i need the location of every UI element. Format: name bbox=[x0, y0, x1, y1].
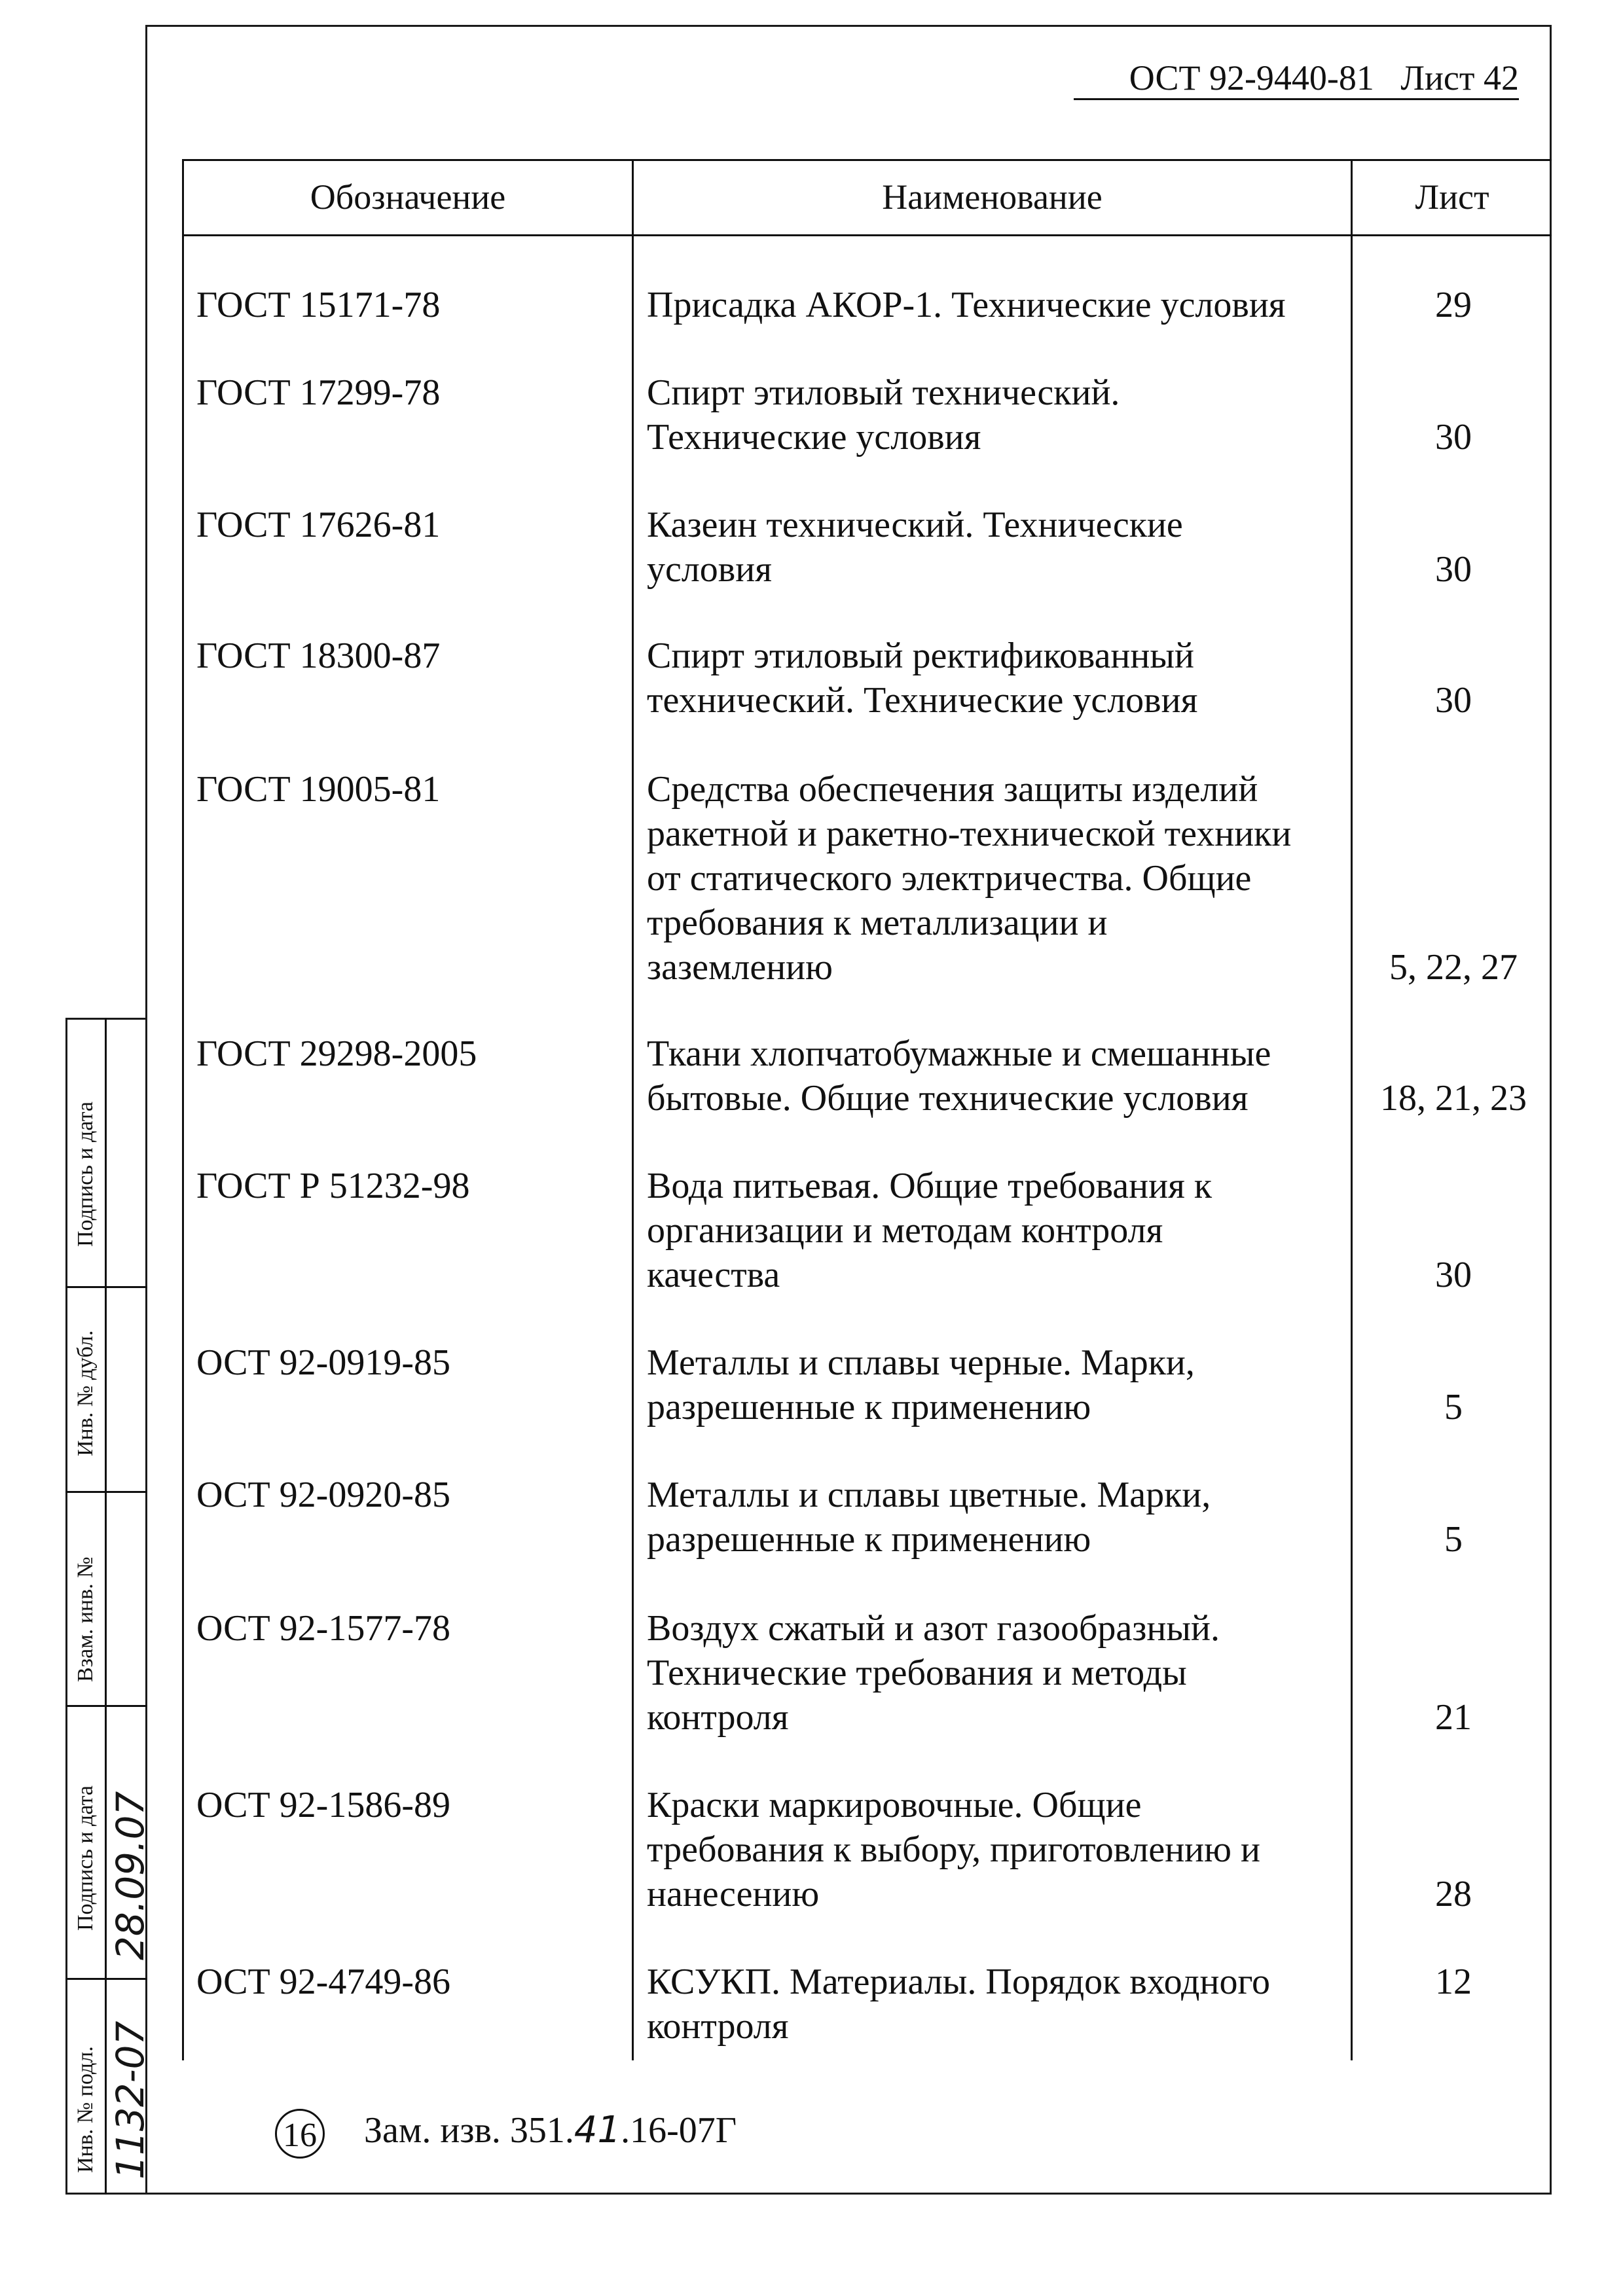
stamp-divider-4 bbox=[65, 1978, 147, 1980]
row-sheet: 28 bbox=[1435, 1874, 1472, 1914]
column-header-sheet: Лист bbox=[1415, 177, 1489, 217]
row-name: Средства обеспечения защиты изделий ракетной и ракетно-технической техники от статического электричества. Общие требования к металлизации и заземлению bbox=[647, 769, 1292, 988]
row-designation: ГОСТ 17299-78 bbox=[196, 372, 441, 413]
row-designation: ОСТ 92-1586-89 bbox=[196, 1785, 450, 1825]
row-name: Металлы и сплавы цветные. Марки, разрешенные к применению bbox=[647, 1475, 1211, 1560]
row-designation: ОСТ 92-4749-86 bbox=[196, 1962, 450, 2002]
row-sheet: 5 bbox=[1444, 1519, 1463, 1560]
change-number-circle: 16 bbox=[275, 2109, 325, 2159]
sheet-number: Лист 42 bbox=[1400, 58, 1519, 98]
row-name: КСУКП. Материалы. Порядок входного контроля bbox=[647, 1962, 1271, 2047]
row-designation: ОСТ 92-0920-85 bbox=[196, 1475, 450, 1515]
row-sheet: 21 bbox=[1435, 1697, 1472, 1738]
row-designation: ОСТ 92-0919-85 bbox=[196, 1342, 450, 1383]
row-designation: ГОСТ 18300-87 bbox=[196, 636, 441, 676]
document-header bbox=[1074, 58, 1519, 100]
stamp-label-dup-inv: Инв. № дубл. bbox=[73, 1330, 98, 1456]
stamp-label-replace-inv: Взам. инв. № bbox=[73, 1556, 98, 1682]
change-notice bbox=[275, 2104, 737, 2159]
row-sheet: 30 bbox=[1435, 1255, 1472, 1295]
row-sheet: 18, 21, 23 bbox=[1380, 1078, 1527, 1119]
row-sheet: 5 bbox=[1444, 1387, 1463, 1427]
table-left-border bbox=[182, 159, 184, 2060]
row-designation: ГОСТ Р 51232-98 bbox=[196, 1166, 470, 1206]
row-name: Казеин технический. Технические условия bbox=[647, 505, 1183, 590]
stamp-label-orig-inv: Инв. № подл. bbox=[73, 2046, 98, 2173]
document-code: ОСТ 92-9440-81 bbox=[1129, 58, 1374, 98]
row-name: Краски маркировочные. Общие требования к выбору, приготовлению и нанесению bbox=[647, 1785, 1260, 1914]
row-designation: ГОСТ 19005-81 bbox=[196, 769, 441, 810]
row-designation: ГОСТ 15171-78 bbox=[196, 285, 441, 325]
row-sheet: 30 bbox=[1435, 417, 1472, 457]
row-sheet: 30 bbox=[1435, 549, 1472, 590]
row-name: Вода питьевая. Общие требования к организации и методам контроля качества bbox=[647, 1166, 1213, 1295]
row-name: Воздух сжатый и азот газообразный. Технические требования и методы контроля bbox=[647, 1608, 1220, 1738]
stamp-divider-1 bbox=[65, 1286, 147, 1288]
row-sheet: 5, 22, 27 bbox=[1389, 947, 1518, 988]
change-prefix: Зам. изв. 351. bbox=[364, 2110, 574, 2151]
row-designation: ОСТ 92-1577-78 bbox=[196, 1608, 450, 1649]
row-name: Спирт этиловый ректификованный технический. Технические условия bbox=[647, 636, 1198, 721]
handwritten-signature-date: 28.09.07 bbox=[108, 1791, 153, 1960]
change-suffix: .16-07Г bbox=[621, 2110, 737, 2151]
column-header-name: Наименование bbox=[882, 177, 1103, 217]
row-designation: ГОСТ 29298-2005 bbox=[196, 1033, 477, 1074]
row-sheet: 30 bbox=[1435, 680, 1472, 721]
table-divider-1 bbox=[632, 159, 634, 2060]
row-name: Присадка АКОР-1. Технические условия bbox=[647, 285, 1286, 325]
row-name: Ткани хлопчатобумажные и смешанные бытовые. Общие технические условия bbox=[647, 1033, 1271, 1119]
stamp-label-signature-date-1: Подпись и дата bbox=[73, 1102, 98, 1247]
column-header-designation: Обозначение bbox=[310, 177, 506, 217]
stamp-divider-vertical bbox=[105, 1018, 107, 2195]
stamp-divider-2 bbox=[65, 1491, 147, 1493]
stamp-divider-3 bbox=[65, 1705, 147, 1707]
handwritten-inv-no: 1132-07 bbox=[108, 2020, 153, 2179]
row-name: Спирт этиловый технический. Технические условия bbox=[647, 372, 1120, 457]
row-sheet: 29 bbox=[1435, 285, 1472, 325]
table-divider-2 bbox=[1351, 159, 1353, 2060]
stamp-label-signature-date-2: Подпись и дата bbox=[73, 1785, 98, 1931]
row-name: Металлы и сплавы черные. Марки, разрешенные к применению bbox=[647, 1342, 1195, 1427]
table-header-border bbox=[182, 234, 1552, 236]
row-designation: ГОСТ 17626-81 bbox=[196, 505, 441, 545]
change-handwritten: 41 bbox=[574, 2109, 621, 2151]
row-sheet: 12 bbox=[1435, 1962, 1472, 2002]
